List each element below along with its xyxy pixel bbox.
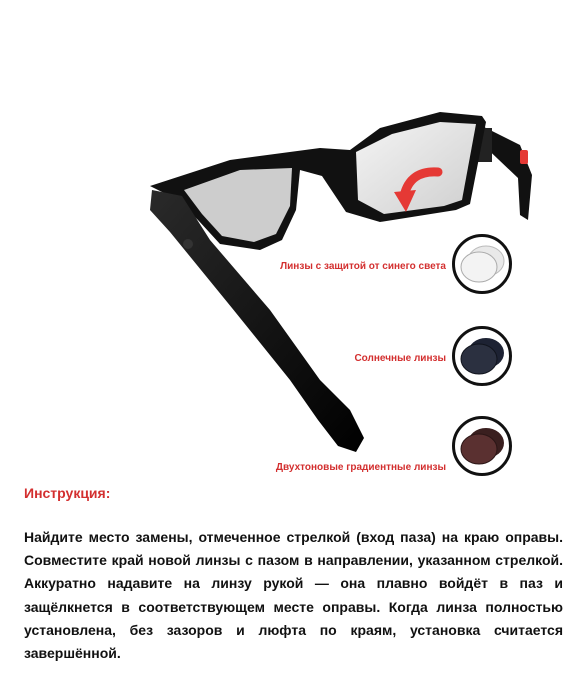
lens-option-label-blue-light: Линзы с защитой от синего света [280,261,446,272]
instructions-body: Найдите место замены, отмеченное стрелкой (вход паза) на краю оправы. Совместите край новой линзы с пазом в направлении, указанном стрелкой. Аккуратно надавите на линзу рукой — она плавно войдёт в паз и защёлкнется в соответствующем месте оправы. Когда линза полностью установлена, без зазоров и люфта по краям, установка считается завершённой. [24,529,563,662]
red-button [520,150,528,164]
lens-option-label-sun: Солнечные линзы [354,353,446,364]
clear-lens-icon [452,234,512,294]
dark-lens-icon [452,326,512,386]
gradient-lens-icon [452,416,512,476]
instructions-heading: Инструкция: [24,485,111,501]
lens-option-label-gradient: Двухтоновые градиентные линзы [275,462,446,473]
